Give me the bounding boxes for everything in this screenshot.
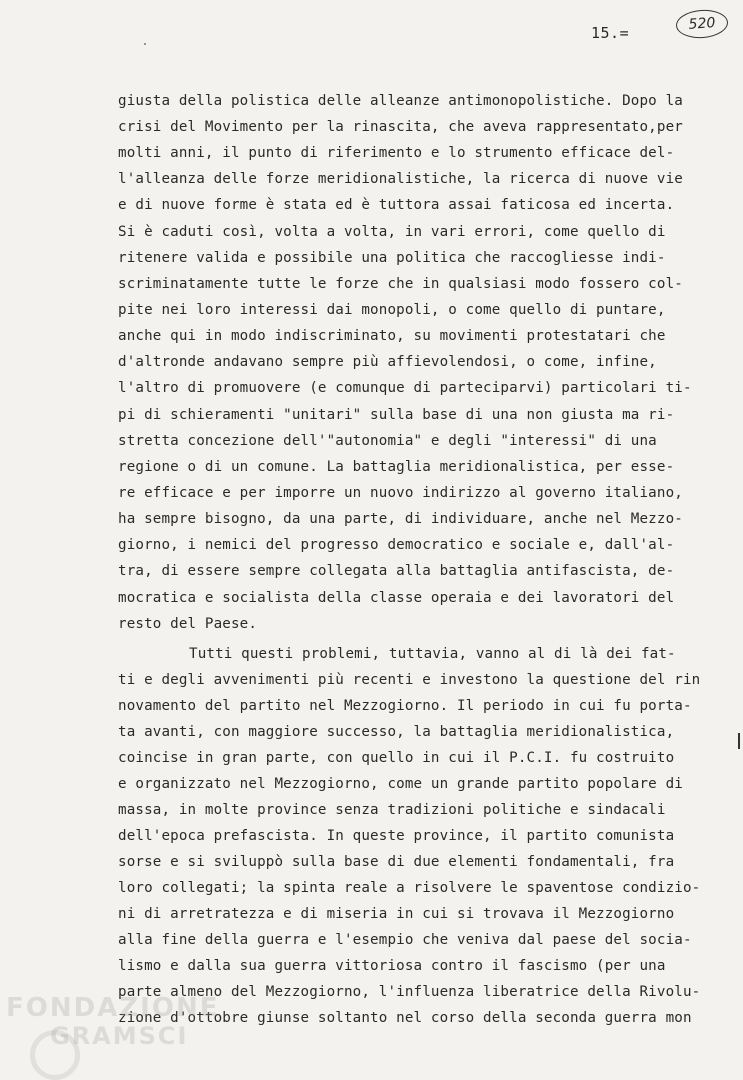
text-line-2: crisi del Movimento per la rinascita, che aveva rappresentato,per xyxy=(118,119,683,135)
text-line-21: resto del Paese. xyxy=(118,616,258,632)
text-line-9: pite nei loro interessi dai monopoli, o come quello di puntare, xyxy=(118,302,666,318)
text-line-27: e organizzato nel Mezzogiorno, come un grande partito popolare di xyxy=(118,776,683,792)
text-line-4: l'alleanza delle forze meridionalistiche, la ricerca di nuove vie xyxy=(118,171,683,187)
text-line-32: ni di arretratezza e di miseria in cui si trovava il Mezzogiorno xyxy=(118,906,675,922)
text-line-3: molti anni, il punto di riferimento e lo strumento efficace del- xyxy=(118,145,675,161)
text-line-12: l'altro di promuovere (e comunque di parteciparvi) particolari ti- xyxy=(118,380,692,396)
text-line-10: anche qui in modo indiscriminato, su movimenti protestatari che xyxy=(118,328,666,344)
text-line-23: ti e degli avvenimenti più recenti e investono la questione del rin xyxy=(118,672,701,688)
text-line-24: novamento del partito nel Mezzogiorno. Il periodo in cui fu porta- xyxy=(118,698,692,714)
margin-mark xyxy=(738,733,740,749)
text-line-35: parte almeno del Mezzogiorno, l'influenza liberatrice della Rivolu- xyxy=(118,984,701,1000)
text-line-11: d'altronde andavano sempre più affievolendosi, o come, infine, xyxy=(118,354,657,370)
text-line-36: zione d'ottobre giunse soltanto nel corso della seconda guerra mon xyxy=(118,1010,692,1026)
text-line-8: scriminatamente tutte le forze che in qualsiasi modo fossero col- xyxy=(118,276,683,292)
watermark-line-1: FONDAZIONE xyxy=(6,993,220,1023)
text-line-5: e di nuove forme è stata ed è tuttora assai faticosa ed incerta. xyxy=(118,197,675,213)
text-line-7: ritenere valida e possibile una politica che raccogliesse indi- xyxy=(118,250,666,266)
text-line-13: pi di schieramenti "unitari" sulla base di una non giusta ma ri- xyxy=(118,407,675,423)
watermark-line-2: GRAMSCI xyxy=(50,1022,189,1050)
text-line-34: lismo e dalla sua guerra vittoriosa contro il fascismo (per una xyxy=(118,958,666,974)
text-line-15: regione o di un comune. La battaglia meridionalistica, per esse- xyxy=(118,459,675,475)
text-line-16: re efficace e per imporre un nuovo indirizzo al governo italiano, xyxy=(118,485,683,501)
text-line-33: alla fine della guerra e l'esempio che veniva dal paese del socia- xyxy=(118,932,692,948)
text-line-26: coincise in gran parte, con quello in cui il P.C.I. fu costruito xyxy=(118,750,675,766)
page-number: 15.= xyxy=(591,24,630,42)
text-line-20: mocratica e socialista della classe operaia e dei lavoratori del xyxy=(118,590,675,606)
text-line-17: ha sempre bisogno, da una parte, di individuare, anche nel Mezzo- xyxy=(118,511,683,527)
text-line-6: Si è caduti così, volta a volta, in vari errori, come quello di xyxy=(118,224,666,240)
text-line-18: giorno, i nemici del progresso democratico e sociale e, dall'al- xyxy=(118,537,675,553)
text-line-30: sorse e si sviluppò sulla base di due elementi fondamentali, fra xyxy=(118,854,675,870)
paragraph-start-line: Tutti questi problemi, tuttavia, vanno al di là dei fat- xyxy=(189,646,676,662)
text-line-19: tra, di essere sempre collegata alla battaglia antifascista, de- xyxy=(118,563,675,579)
text-line-31: loro collegati; la spinta reale a risolvere le spaventose condizio- xyxy=(118,880,701,896)
text-line-14: stretta concezione dell'"autonomia" e degli "interessi" di una xyxy=(118,433,657,449)
text-line-29: dell'epoca prefascista. In queste province, il partito comunista xyxy=(118,828,675,844)
watermark xyxy=(6,994,219,1050)
text-line-1: giusta della polistica delle alleanze antimonopolistiche. Dopo la xyxy=(118,93,683,109)
text-line-25: ta avanti, con maggiore successo, la battaglia meridionalistica, xyxy=(118,724,675,740)
text-line-28: massa, in molte province senza tradizioni politiche e sindacali xyxy=(118,802,666,818)
archive-stamp: 520 xyxy=(675,8,729,40)
